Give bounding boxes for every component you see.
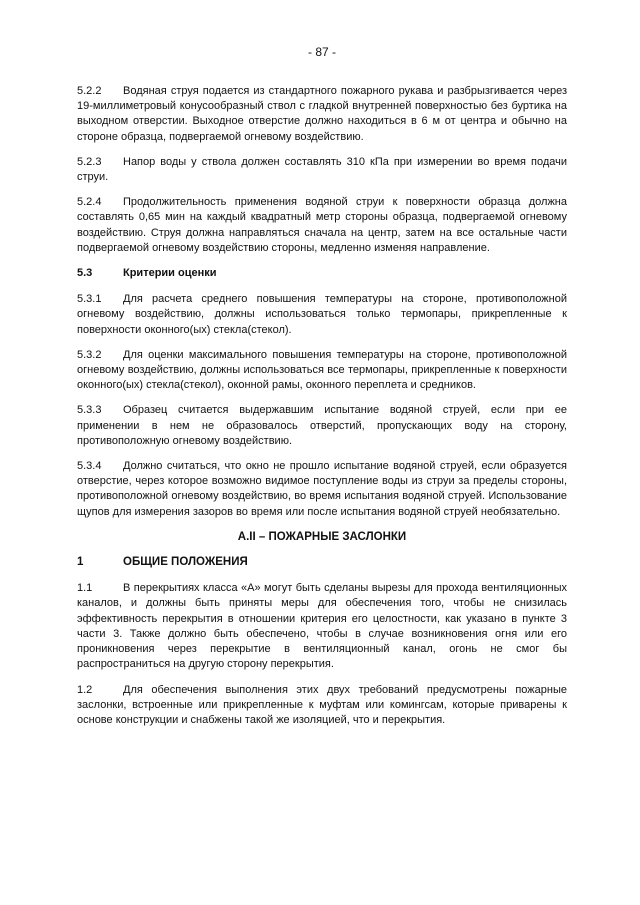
document-body: [77, 84, 567, 738]
section-number: 1: [77, 556, 84, 569]
paragraph-5-3-2: [77, 348, 567, 394]
paragraph-text: Для оценки максимального повышения температуры на стороне, противоположной огневому воздействию, должны использоваться все термопары, прикрепленные к поверхности оконного(ых) стекла(стекол), оконной рамы, оконного переплета и средников.: [77, 348, 567, 392]
page-number: - 87 -: [307, 45, 336, 59]
paragraph-number: 1.2: [77, 683, 93, 696]
paragraph-text: В перекрытиях класса «А» могут быть сделаны вырезы для прохода вентиляционных каналов, и должны быть приняты меры для обеспечения того, чтобы не снизилась эффективность перекрытия в отношении критерия его целостности, как указано в пункте 3 части 3. Также должно быть обеспечено, чтобы в случае возникновения огня или его проникновения через перекрытие в вентиляционный канал, огонь не смог бы распространиться на другую сторону перекрытия.: [77, 582, 567, 671]
paragraph-text: Напор воды у ствола должен составлять 310 кПа при измерении во время подачи струи.: [77, 155, 567, 184]
paragraph-number: 5.2.3: [77, 155, 102, 168]
paragraph-number: 5.2.4: [77, 196, 102, 209]
paragraph-number: 5.3.1: [77, 293, 102, 306]
paragraph-text: Для обеспечения выполнения этих двух требований предусмотрены пожарные заслонки, встроенные или прикрепленные к муфтам или комингсам, которые приварены к основе конструкции и снабжены такой же изоляцией, что и перекрытия.: [77, 683, 567, 726]
paragraph-1-1: [77, 581, 567, 672]
paragraph-text: Водяная струя подается из стандартного пожарного рукава и разбрызгивается через 19-миллиметровый конусообразный ствол с гладкой внутренней поверхностью без буртика на выходном отверстии. Выходное отверстие должно находиться в 6 м от центра и обычно на стороне образца, подвергаемой огневому воздействию.: [77, 85, 567, 143]
section-heading-1: [77, 555, 567, 570]
paragraph-text: Продолжительность применения водяной струи к поверхности образца должна составлять 0,65 мин на каждый квадратный метр стороны образца, подвергаемой огневому воздействию. Струя должна направляться сначала на центр, затем на все остальные части подвергаемой огневому воздействию стороны, медленно изменяя направление.: [77, 196, 567, 254]
section-title: Критерии оценки: [123, 267, 217, 280]
paragraph-text: Образец считается выдержавшим испытание водяной струей, если при ее применении в нем не образовалось отверстий, пропускающих воду на сторону, противоположную огневому воздействию.: [77, 404, 567, 447]
paragraph-text: Должно считаться, что окно не прошло испытание водяной струей, если образуется отверстие, через которое возможно видимое поступление воды из струи за пределы стороны, противоположной огневому воздействию, во время испытания водяной струей. Использование щупов для измерения зазоров во время или после испытания водяной струей необязательно.: [77, 460, 567, 518]
paragraph-number: 5.2.2: [77, 85, 102, 97]
annex-title: A.II – ПОЖАРНЫЕ ЗАСЛОНКИ: [237, 530, 407, 543]
paragraph-text: Для расчета среднего повышения температуры на стороне, противоположной огневому воздействию, должны использоваться только термопары, прикрепленные к поверхности оконного(ых) стекла(стекол).: [77, 293, 567, 336]
paragraph-number: 5.3.3: [77, 404, 102, 417]
section-title: ОБЩИЕ ПОЛОЖЕНИЯ: [123, 556, 248, 569]
paragraph-number: 1.1: [77, 582, 93, 595]
paragraph-5-2-4: [77, 195, 567, 256]
paragraph-number: 5.3.2: [77, 348, 102, 361]
paragraph-5-3-1: [77, 292, 567, 338]
paragraph-5-2-2: [77, 84, 567, 145]
section-heading-5-3: [77, 266, 567, 281]
paragraph-1-2: [77, 683, 567, 729]
section-number: 5.3: [77, 267, 93, 280]
paragraph-5-3-4: [77, 459, 567, 520]
paragraph-5-2-3: [77, 155, 567, 185]
paragraph-5-3-3: [77, 403, 567, 449]
paragraph-number: 5.3.4: [77, 460, 102, 473]
